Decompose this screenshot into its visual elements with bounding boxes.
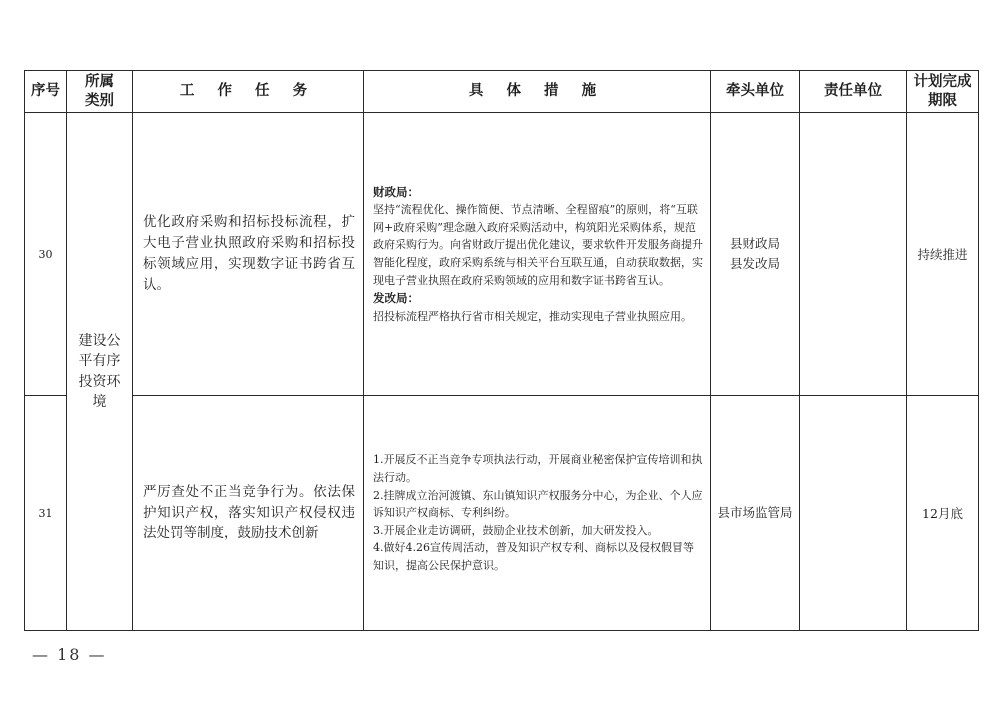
header-measures: 具 体 措 施 — [364, 71, 711, 113]
measure-item: 1.开展反不正当竞争专项执法行动，开展商业秘密保护宣传培训和执法行动。 — [373, 453, 703, 485]
deadline-cell: 12月底 — [907, 396, 979, 631]
lead-unit-cell — [711, 113, 800, 396]
header-seq: 序号 — [25, 71, 67, 113]
measure-text: 招投标流程严格执行省市相关规定，推动实现电子营业执照应用。 — [373, 309, 692, 323]
row-number: 31 — [25, 396, 67, 631]
header-lead-unit: 牵头单位 — [711, 71, 800, 113]
measures-cell — [364, 396, 711, 631]
header-task: 工 作 任 务 — [133, 71, 364, 113]
measure-item: 3.开展企业走访调研，鼓励企业技术创新，加大研发投入。 — [373, 523, 659, 537]
header-category: 所属类别 — [67, 71, 133, 113]
resp-unit-cell — [800, 396, 907, 631]
lead-unit-cell: 县市场监管局 — [711, 396, 800, 631]
header-row — [25, 71, 979, 113]
measure-text: 坚持“流程优化、操作简便、节点清晰、全程留痕”的原则，将“互联网+政府采购”理念融入政府采购活动中，构筑阳光采购体系，规范政府采购行为。向省财政厅提出优化建议，要求软件开发服务商提升智能化程度，政府采购系统与相关平台互联互通，自动获取数据，实现电子营业执照在政府采购领域的应用和数字证书跨省互认。 — [373, 203, 703, 287]
header-resp-unit: 责任单位 — [800, 71, 907, 113]
task-cell: 优化政府采购和招标投标流程，扩大电子营业执照政府采购和招标投标领域应用，实现数字证书跨省互认。 — [133, 113, 364, 396]
row-number: 30 — [25, 113, 67, 396]
measure-item: 2.挂牌成立治河渡镇、东山镇知识产权服务分中心，为企业、个人应诉知识产权商标、专利纠纷。 — [373, 488, 703, 520]
lead-unit-name: 县发改局 — [729, 256, 780, 271]
task-cell: 严厉查处不正当竞争行为。依法保护知识产权，落实知识产权侵权违法处罚等制度，鼓励技术创新 — [133, 396, 364, 631]
measure-item: 4.做好4.26宣传周活动，普及知识产权专利、商标以及侵权假冒等知识，提高公民保护意识。 — [373, 541, 694, 572]
dept-label-development: 发改局： — [373, 291, 419, 306]
task-table — [24, 70, 979, 631]
table-row — [25, 396, 979, 631]
lead-unit-name: 县财政局 — [729, 236, 780, 251]
deadline-cell: 持续推进 — [907, 113, 979, 396]
category-cell: 建设公平有序投资环境 — [67, 113, 133, 631]
header-deadline: 计划完成期限 — [907, 71, 979, 113]
measures-cell — [364, 113, 711, 396]
table-row — [25, 113, 979, 396]
page-number: — 18 — — [32, 645, 107, 664]
dept-label-finance: 财政局： — [373, 184, 419, 199]
resp-unit-cell — [800, 113, 907, 396]
